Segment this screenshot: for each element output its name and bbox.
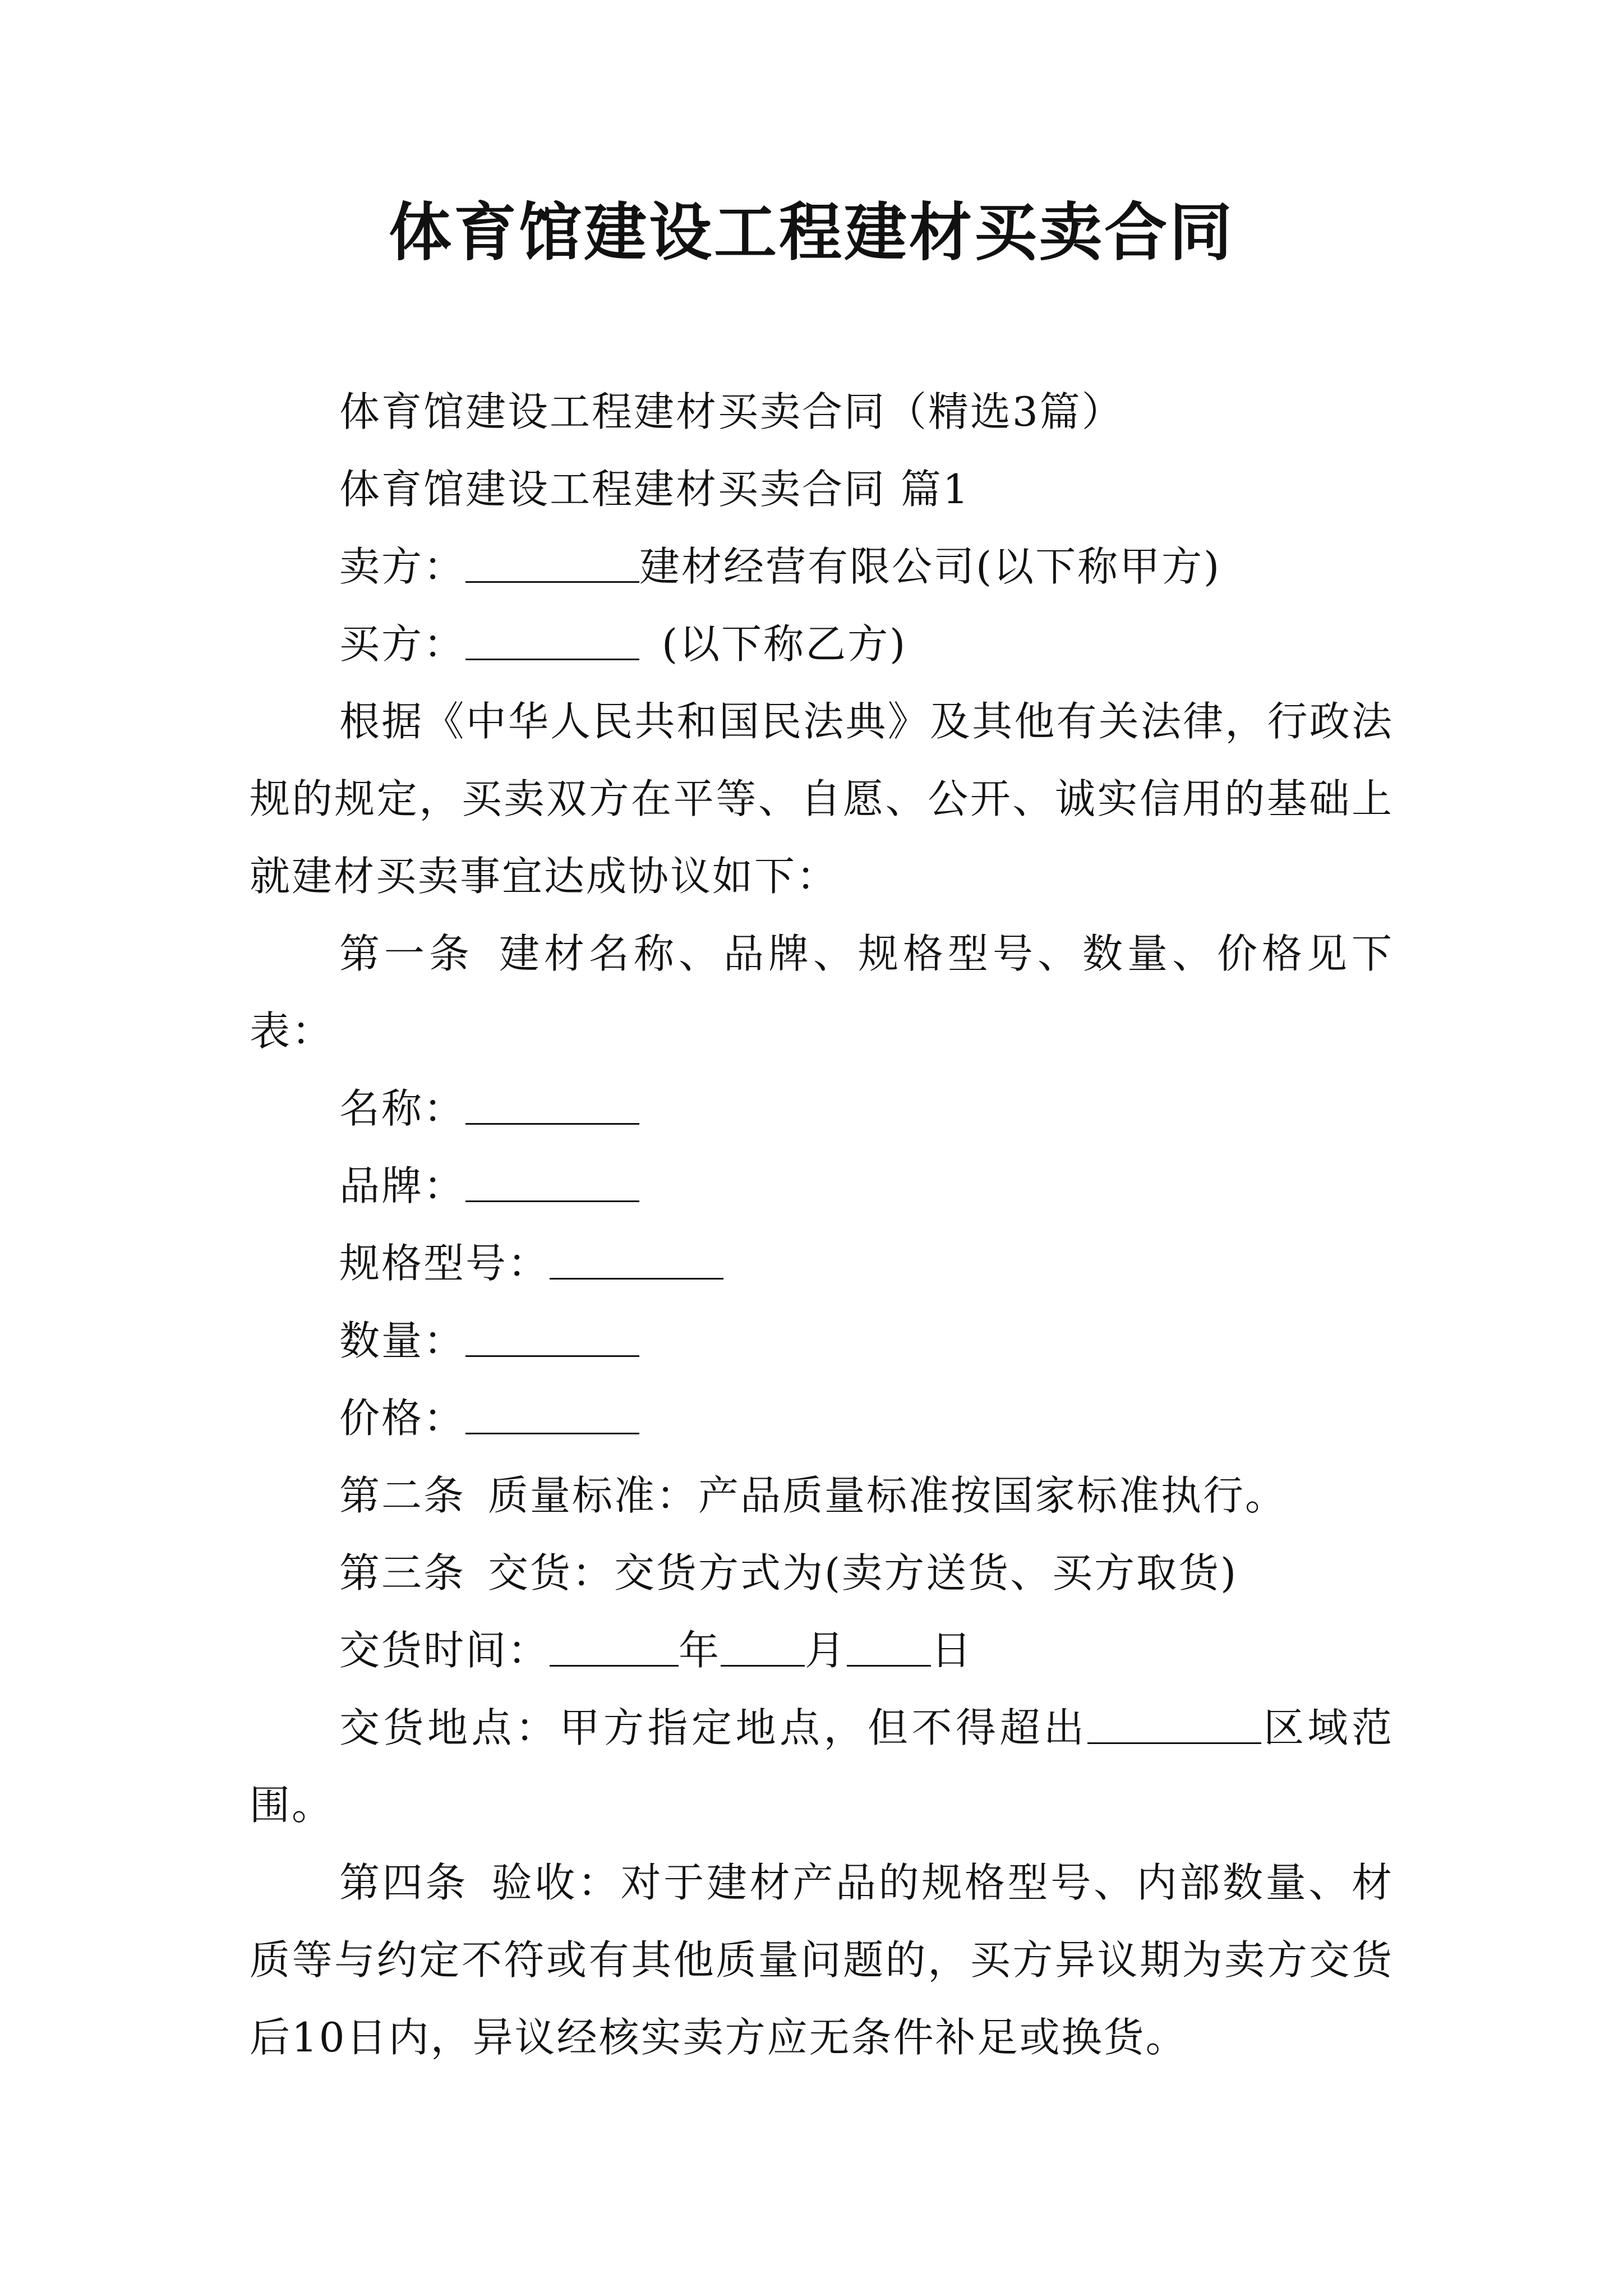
brand-label: 品牌：: [339, 1162, 466, 1209]
price-blank: [465, 1397, 639, 1434]
month-blank: [721, 1629, 805, 1667]
price-field-paragraph: [250, 1379, 1394, 1457]
price-label: 价格：: [339, 1395, 466, 1442]
spec-blank: [550, 1242, 723, 1280]
subtitle-paragraph: [250, 373, 1394, 450]
delivery-time-paragraph: [250, 1612, 1394, 1689]
article-3-text: 交货：交货方式为(卖方送货、买方取货): [488, 1549, 1238, 1596]
delivery-place-paragraph: [250, 1689, 1394, 1844]
buyer-suffix: (以下称乙方): [662, 620, 907, 668]
quantity-field-paragraph: [250, 1302, 1394, 1379]
name-blank: [465, 1087, 639, 1125]
intro-text: 根据《中华人民共和国民法典》及其他有关法律，行政法规的规定，买卖双方在平等、自愿、公开、诚实信用的基础上就建材买卖事宜达成协议如下：: [250, 698, 1394, 900]
delivery-place-prefix: 交货地点：甲方指定地点，但不得超出: [339, 1704, 1088, 1751]
article-2-text: 质量标准：产品质量标准按国家标准执行。: [488, 1472, 1288, 1519]
article-4-text: 验收：对于建材产品的规格型号、内部数量、材质等与约定不符或有其他质量问题的，买方异议期为卖方交货后10日内，异议经核实卖方应无条件补足或换货。: [250, 1859, 1394, 2061]
article-4-heading: 第四条: [339, 1859, 468, 1906]
seller-paragraph: [250, 528, 1394, 605]
article-4-paragraph: [250, 1844, 1394, 2076]
seller-suffix: 建材经营有限公司(以下称甲方): [639, 543, 1221, 590]
day-blank: [847, 1629, 931, 1667]
document-body: [250, 373, 1394, 2076]
part-heading-paragraph: [250, 450, 1394, 528]
spec-field-paragraph: [250, 1225, 1394, 1302]
delivery-place-suffix: 区域范围。: [250, 1704, 1394, 1829]
day-label: 日: [931, 1627, 974, 1674]
quantity-label: 数量：: [339, 1317, 466, 1364]
document-title: 体育馆建设工程建材买卖合同: [389, 196, 1234, 269]
seller-label: 卖方：: [339, 543, 466, 590]
quantity-blank: [465, 1319, 639, 1357]
article-3-heading: 第三条: [339, 1549, 466, 1596]
article-1-heading: 第一条: [339, 930, 474, 977]
region-blank: [1087, 1706, 1261, 1744]
year-blank: [550, 1629, 679, 1667]
intro-paragraph: [250, 683, 1394, 915]
buyer-blank: [465, 623, 639, 660]
name-field-paragraph: [250, 1070, 1394, 1147]
buyer-paragraph: [250, 605, 1394, 683]
seller-blank: [465, 545, 639, 583]
buyer-label: 买方：: [339, 620, 466, 668]
spec-label: 规格型号：: [339, 1240, 550, 1287]
brand-blank: [465, 1165, 639, 1202]
part-heading-text: 体育馆建设工程建材买卖合同 篇1: [339, 466, 970, 513]
delivery-time-label: 交货时间：: [339, 1627, 550, 1674]
article-2-heading: 第二条: [339, 1472, 466, 1519]
month-label: 月: [805, 1627, 847, 1674]
year-label: 年: [679, 1627, 721, 1674]
article-1-text: 建材名称、品牌、规格型号、数量、价格见下表：: [250, 930, 1394, 1055]
article-2-paragraph: [250, 1457, 1394, 1534]
name-label: 名称：: [339, 1085, 466, 1132]
brand-field-paragraph: [250, 1147, 1394, 1225]
subtitle-text: 体育馆建设工程建材买卖合同（精选3篇）: [339, 388, 1124, 435]
article-1-paragraph: [250, 915, 1394, 1070]
article-3-paragraph: [250, 1534, 1394, 1612]
